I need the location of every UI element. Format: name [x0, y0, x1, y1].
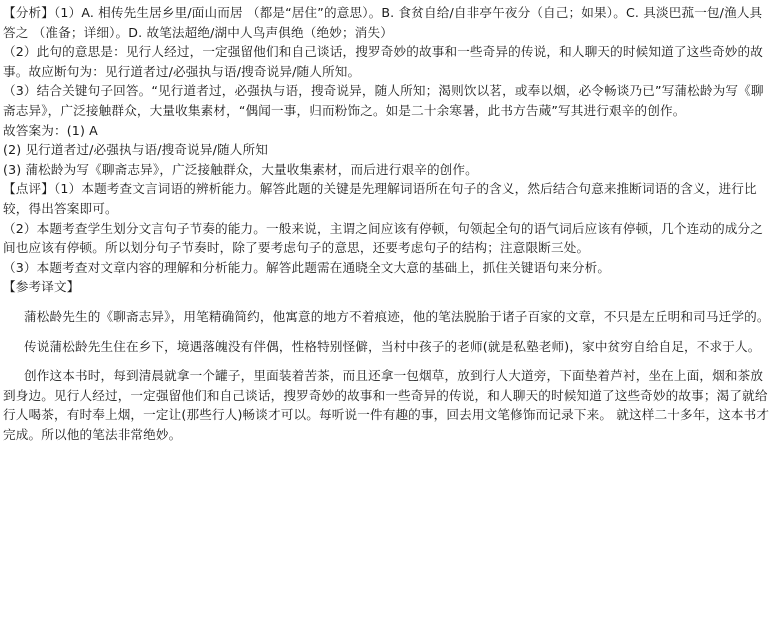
analysis-paragraph-1: 【分析】（1）A. 相传先生居乡里/面山而居 （都是“居住”的意思）。B. 食贫自给/自非亭午夜分（自己；如果）。C. 具淡巴菰一包/渔人具答之 （准备；详细）。D. 故笔法超绝/湖中人鸟声俱绝（绝妙；消失）	[3, 5, 763, 40]
translation-paragraph-2: 传说蒲松龄先生住在乡下，境遇落魄没有伴偶，性格特别怪僻，当村中孩子的老师(就是私塾老师)，家中贫穷自给自足，不求于人。	[24, 338, 761, 354]
answer-3: (3) 蒲松龄为写《聊斋志异》，广泛接触群众，大量收集素材，而后进行艰辛的创作。	[3, 161, 478, 177]
spacer	[3, 327, 774, 337]
translation-paragraph-1: 蒲松龄先生的《聊斋志异》，用笔精确简约，他寓意的地方不着痕迹，他的笔法脱胎于诸子百家的文章，不只是左丘明和司马迁学的。	[24, 308, 770, 324]
answer-2: (2) 见行道者过/必强执与语/搜奇说异/随人所知	[3, 142, 269, 158]
translation-paragraph-3: 创作这本书时，每到清晨就拿一个罐子，里面装着苦茶，而且还拿一包烟草，放到行人大道旁，下面垫着芦衬，坐在上面，烟和茶放到身边。见行人经过，一定强留他们和自己谈话，搜罗奇妙的故事和一些奇异的传说，和人聊天的时候知道了这些奇妙的故事；渴了就给行人喝茶，有时奉上烟，一定让(那些行人)畅谈才可以。每听说一件有趣的事，回去用文笔修饰而记录下来。 就这样二十多年，这本书才完成。所以他的笔法非常绝妙。	[3, 368, 770, 442]
translation-heading: 【参考译文】	[3, 279, 80, 295]
analysis-paragraph-3: （3）结合关键句子回答。“见行道者过，必强执与语，搜奇说异，随人所知；渴则饮以茗，或奉以烟，必令畅谈乃已”写蒲松龄为写《聊斋志异》，广泛接触群众，大量收集素材，“偶闻一事，归而粉饰之。如是二十余寒暑，此书方告蒇”写其进行艰辛的创作。	[3, 83, 764, 118]
comment-paragraph-2: （2）本题考查学生划分文言句子节奏的能力。一般来说，主谓之间应该有停顿，句领起全句的语气词后应该有停顿，几个连动的成分之间也应该有停顿。所以划分句子节奏时，除了要考虑句子的意思，还要考虑句子的结构；注意限断三处。	[3, 220, 764, 256]
comment-paragraph-3: （3）本题考查对文章内容的理解和分析能力。解答此题需在通晓全文大意的基础上，抓住关键语句来分析。	[3, 259, 611, 275]
comment-paragraph-1: 【点评】（1）本题考查文言词语的辨析能力。解答此题的关键是先理解词语所在句子的含义，然后结合句意来推断词语的含义，进行比较，得出答案即可。	[3, 181, 757, 216]
spacer	[3, 297, 774, 307]
answer-label: 故答案为：(1) A	[3, 122, 98, 138]
spacer	[3, 356, 774, 366]
analysis-paragraph-2: （2）此句的意思是：见行人经过，一定强留他们和自己谈话，搜罗奇妙的故事和一些奇异的传说，和人聊天的时候知道了这些奇妙的故事。故应断句为：见行道者过/必强执与语/搜奇说异/随人所知。	[3, 44, 764, 79]
